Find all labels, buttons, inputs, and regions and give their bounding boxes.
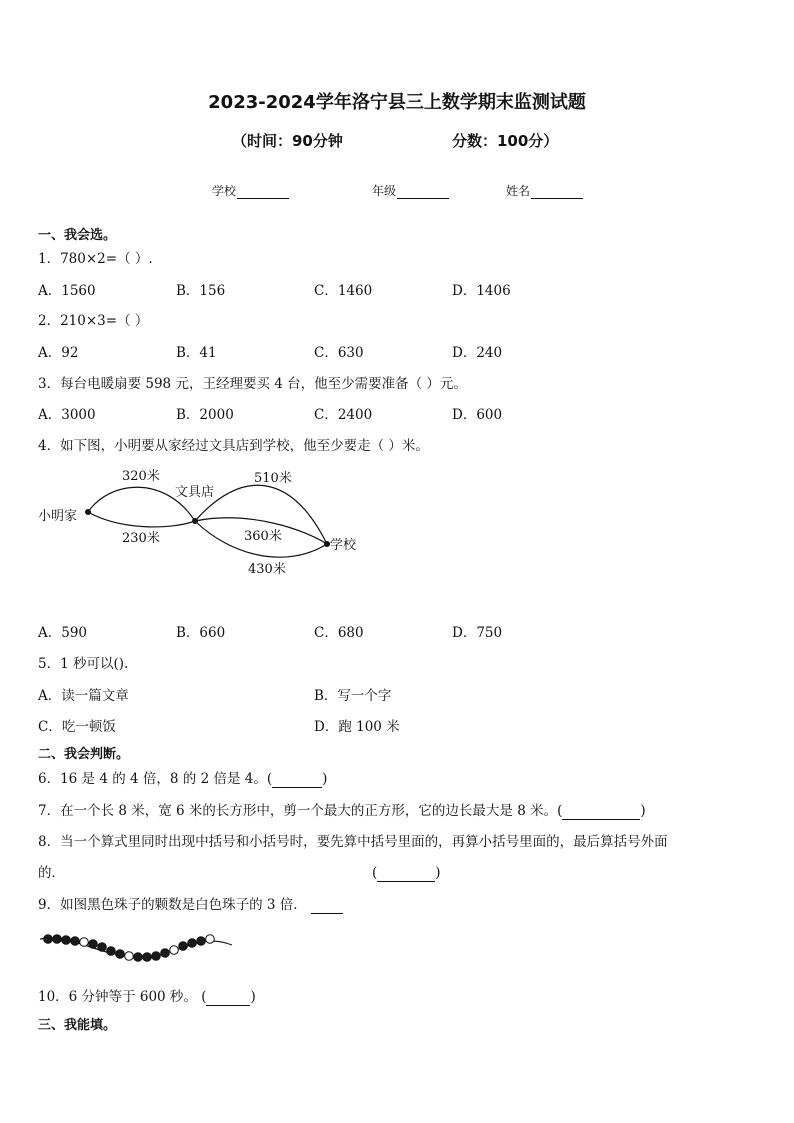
black-bead [143, 953, 152, 962]
q3-option-c[interactable]: C．2400 [314, 407, 373, 423]
grade-field [372, 182, 449, 199]
q7-text [38, 802, 646, 820]
q10-text [38, 988, 256, 1006]
grade-label: 年级 [372, 184, 397, 198]
black-bead [71, 937, 80, 946]
name-label: 姓名 [506, 184, 531, 198]
q5-option-a[interactable]: A．读一篇文章 [38, 688, 129, 704]
black-bead [188, 939, 197, 948]
black-bead [152, 952, 161, 961]
q5-option-b[interactable]: B．写一个字 [314, 688, 392, 704]
q9-answer-blank[interactable] [311, 899, 343, 914]
q1-stem: 1．780×2=（ ）. [38, 251, 153, 267]
q8-answer-blank[interactable] [377, 867, 435, 882]
q4-option-d[interactable]: D．750 [452, 625, 503, 641]
black-bead [44, 935, 53, 944]
page-title: 2023-2024学年洛宁县三上数学期末监测试题 [208, 92, 586, 113]
q6-answer-blank[interactable] [272, 773, 322, 788]
q1-option-c[interactable]: C．1460 [314, 283, 373, 299]
bead-group [44, 935, 215, 962]
black-bead [98, 943, 107, 952]
section-3-title: 三、我能填。 [38, 1018, 117, 1033]
q10-answer-blank[interactable] [206, 991, 250, 1006]
q9-statement: 9．如图黑色珠子的颗数是白色珠子的 3 倍． [38, 897, 307, 913]
q2-option-b[interactable]: B．41 [176, 345, 217, 361]
white-bead [170, 946, 179, 955]
q8-line1: 8．当一个算式里同时出现中括号和小括号时，要先算中括号里面的，再算小括号里面的，最后算括号外面 [38, 834, 668, 850]
exam-score: 分数：100分） [452, 132, 559, 150]
exam-time: （时间：90分钟 [232, 132, 343, 150]
q1-option-b[interactable]: B．156 [176, 283, 226, 299]
distance-510-label: 510米 [254, 471, 292, 486]
black-bead [116, 950, 125, 959]
q3-stem: 3．每台电暖扇要 598 元，王经理要买 4 台，他至少需要准备（ ）元。 [38, 376, 467, 392]
distance-430-label: 430米 [248, 562, 286, 577]
q3-option-b[interactable]: B．2000 [176, 407, 234, 423]
school-blank[interactable] [237, 185, 289, 199]
school-label: 学校 [212, 184, 237, 198]
q10-statement: 10．6 分钟等于 600 秒。 ( [38, 989, 207, 1005]
route-home-store-230 [88, 512, 195, 527]
name-blank[interactable] [531, 185, 583, 199]
school-label: 学校 [330, 538, 357, 553]
q2-option-d[interactable]: D．240 [452, 345, 503, 361]
distance-230-label: 230米 [122, 531, 160, 546]
route-diagram [30, 460, 380, 590]
black-bead [89, 940, 98, 949]
black-bead [53, 935, 62, 944]
school-field [212, 182, 289, 199]
home-label: 小明家 [38, 509, 78, 524]
q1-option-a[interactable]: A．1560 [38, 283, 96, 299]
store-point [192, 518, 198, 524]
q5-stem: 5．1 秒可以(). [38, 656, 129, 672]
q8-answer [372, 864, 441, 882]
q7-answer-blank[interactable] [562, 805, 640, 820]
white-bead [206, 935, 215, 944]
q6-text [38, 770, 327, 788]
grade-blank[interactable] [397, 185, 449, 199]
white-bead [80, 938, 89, 947]
q2-stem: 2．210×3=（ ） [38, 313, 149, 329]
q6-close-paren: ) [322, 771, 328, 787]
q8-close-paren: ) [435, 865, 441, 881]
black-bead [107, 947, 116, 956]
q7-close-paren: ) [640, 803, 646, 819]
q2-option-c[interactable]: C．630 [314, 345, 364, 361]
store-label: 文具店 [175, 485, 215, 500]
beads-figure [36, 925, 236, 971]
white-bead [125, 952, 134, 961]
q3-option-a[interactable]: A．3000 [38, 407, 96, 423]
q5-option-d[interactable]: D．跑 100 米 [314, 719, 400, 735]
black-bead [62, 936, 71, 945]
q2-option-a[interactable]: A．92 [38, 345, 79, 361]
black-bead [134, 953, 143, 962]
distance-320-label: 320米 [122, 469, 160, 484]
q6-statement: 6．16 是 4 的 4 倍，8 的 2 倍是 4。( [38, 771, 273, 787]
q4-stem: 4．如下图，小明要从家经过文具店到学校，他至少要走（ ）米。 [38, 438, 429, 454]
home-point [85, 509, 91, 515]
q10-close-paren: ) [250, 989, 256, 1005]
q4-option-b[interactable]: B．660 [176, 625, 226, 641]
q9-text [38, 896, 343, 914]
distance-360-label: 360米 [244, 529, 282, 544]
q1-option-d[interactable]: D．1406 [452, 283, 511, 299]
section-1-title: 一、我会选。 [38, 228, 117, 243]
black-bead [179, 942, 188, 951]
section-2-title: 二、我会判断。 [38, 747, 130, 762]
q8-open-paren: ( [372, 865, 378, 881]
q5-option-c[interactable]: C．吃一顿饭 [38, 719, 116, 735]
q8-line2: 的． [38, 865, 65, 881]
black-bead [161, 949, 170, 958]
black-bead [197, 937, 206, 946]
q4-option-c[interactable]: C．680 [314, 625, 364, 641]
q4-option-a[interactable]: A．590 [38, 625, 88, 641]
q3-option-d[interactable]: D．600 [452, 407, 503, 423]
name-field [506, 182, 583, 199]
q7-statement: 7．在一个长 8 米，宽 6 米的长方形中，剪一个最大的正方形，它的边长最大是 8 米。( [38, 803, 563, 819]
